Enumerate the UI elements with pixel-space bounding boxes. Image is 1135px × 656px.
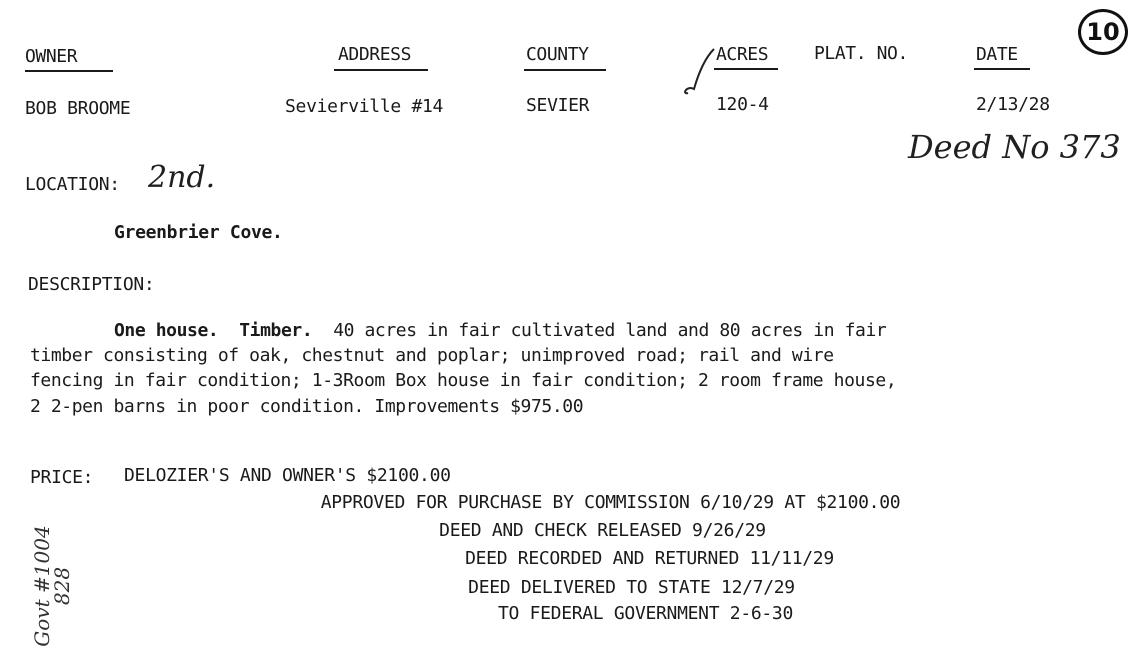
history-recorded: DEED RECORDED AND RETURNED 11/11/29 [465,548,834,569]
header-acres-underline [714,68,778,70]
price-label: PRICE: [30,467,94,488]
deed-note: Deed No 373 [908,128,1121,166]
address-value: Sevierville #14 [285,96,444,117]
description-line-1-rest: 40 acres in fair cultivated land and 80 acres in fair [333,320,887,341]
header-acres: ACRES [716,44,769,65]
header-date-underline [974,68,1030,70]
page-number: 10 [1086,18,1120,46]
location-handwritten: 2nd. [148,160,216,195]
side-note [32,516,72,656]
header-owner-underline [25,70,113,72]
page-number-circle [1078,9,1128,55]
description-line-4: 2 2-pen barns in poor condition. Improvements $975.00 [30,396,584,417]
header-county-underline [524,69,606,71]
description-line-3: fencing in fair condition; 1-3Room Box house in fair condition; 2 room frame house, [30,370,897,391]
history-released: DEED AND CHECK RELEASED 9/26/29 [439,520,766,541]
history-federal: TO FEDERAL GOVERNMENT 2-6-30 [497,603,794,624]
description-label: DESCRIPTION: [28,274,155,295]
price-value: DELOZIER'S AND OWNER'S $2100.00 [124,465,451,486]
header-plat-no: PLAT. NO. [814,43,908,64]
description-bold-house: One house. [114,320,219,341]
header-owner: OWNER [25,46,78,67]
description-line-2: timber consisting of oak, chestnut and poplar; unimproved road; rail and wire [30,345,834,366]
description-line-1 [114,320,886,341]
history-approved: APPROVED FOR PURCHASE BY COMMISSION 6/10/29 AT $2100.00 [320,492,901,513]
location-label: LOCATION: [25,174,120,195]
check-mark-icon [680,45,720,105]
location-value: Greenbrier Cove. [114,222,283,243]
owner-value: BOB BROOME [25,98,131,119]
date-value: 2/13/28 [976,94,1050,115]
header-address: ADDRESS [338,44,412,65]
side-note-line-1: Govt #1004 [30,525,54,647]
header-county: COUNTY [526,44,589,65]
header-address-underline [334,69,428,71]
history-delivered: DEED DELIVERED TO STATE 12/7/29 [468,577,795,598]
acres-value: 120-4 [716,94,769,115]
description-bold-timber: Timber. [239,320,313,341]
header-date: DATE [976,44,1018,65]
side-note-line-2: 828 [50,566,74,606]
county-value: SEVIER [526,95,590,116]
